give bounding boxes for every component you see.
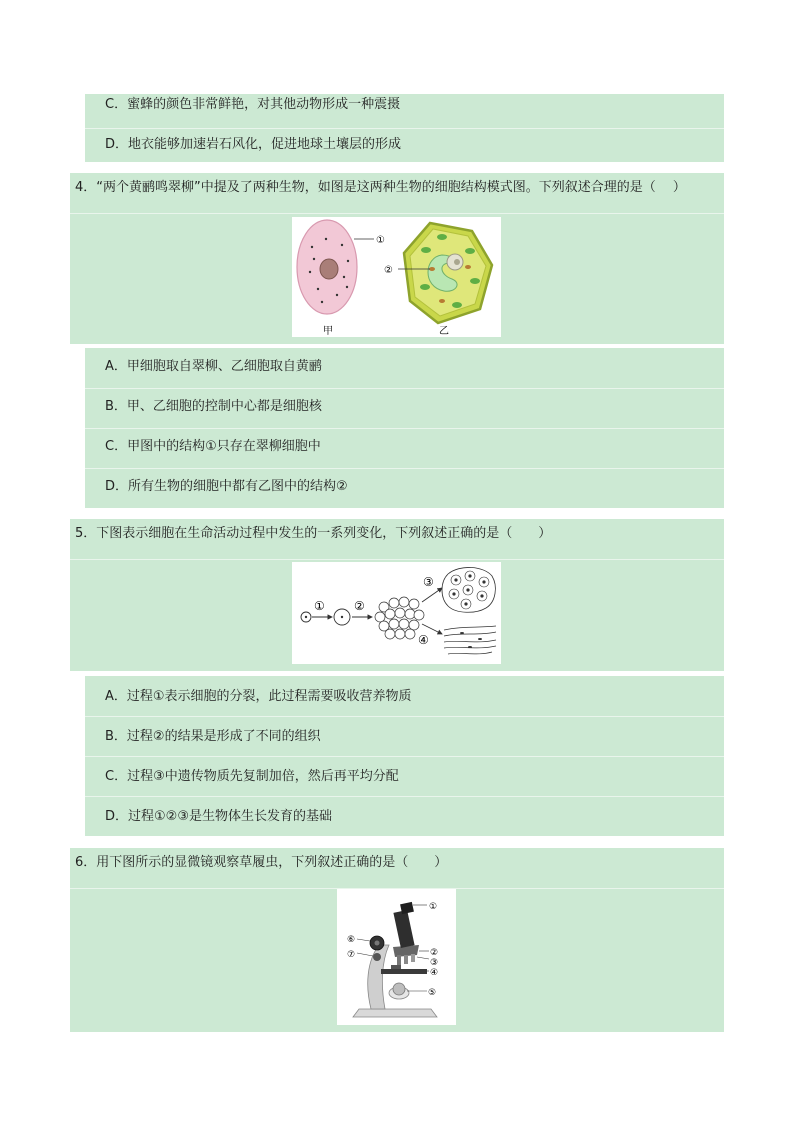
option-text: A．过程①表示细胞的分裂，此过程需要吸收营养物质 bbox=[105, 689, 412, 704]
q5-cell-process-figure bbox=[292, 562, 501, 664]
option-text: C．甲图中的结构①只存在翠柳细胞中 bbox=[105, 439, 321, 454]
q4-stem: 4．“两个黄鹂鸣翠柳”中提及了两种生物，如图是这两种生物的细胞结构模式图。下列叙述合理的是（ ） bbox=[75, 180, 686, 195]
q5-options-block bbox=[85, 676, 724, 836]
q6-question-block bbox=[70, 848, 724, 1032]
q5-option-d[interactable] bbox=[85, 796, 724, 836]
q6-mark-6: ⑥ bbox=[347, 935, 356, 945]
q5-option-a[interactable] bbox=[85, 676, 724, 717]
q6-stem: 6．用下图所示的显微镜观察草履虫，下列叙述正确的是（ ） bbox=[75, 855, 448, 870]
q6-mark-1: ① bbox=[429, 902, 438, 912]
option-text: C．过程③中遗传物质先复制加倍，然后再平均分配 bbox=[105, 769, 399, 784]
q4-cell-figure bbox=[292, 217, 501, 337]
option-text: C．蜜蜂的颜色非常鲜艳，对其他动物形成一种震摄 bbox=[105, 97, 401, 112]
option-text: D．过程①②③是生物体生长发育的基础 bbox=[105, 809, 332, 824]
q4-option-d[interactable] bbox=[85, 468, 724, 508]
q5-mark-2: ② bbox=[354, 599, 365, 613]
q5-stem: 5．下图表示细胞在生命活动过程中发生的一系列变化，下列叙述正确的是（ ） bbox=[75, 526, 552, 541]
q6-mark-3: ③ bbox=[430, 958, 439, 968]
q6-mark-7: ⑦ bbox=[347, 950, 356, 960]
option-text: A．甲细胞取自翠柳、乙细胞取自黄鹂 bbox=[105, 359, 322, 374]
q4-label-animal: 甲 bbox=[323, 326, 333, 337]
q4-options-block bbox=[85, 348, 724, 508]
q4-option-a[interactable] bbox=[85, 348, 724, 389]
q4-option-c[interactable] bbox=[85, 428, 724, 469]
option-text: B．甲、乙细胞的控制中心都是细胞核 bbox=[105, 399, 322, 414]
option-text: B．过程②的结果是形成了不同的组织 bbox=[105, 729, 321, 744]
q4-mark-1: ① bbox=[376, 235, 385, 246]
q3-option-d[interactable] bbox=[85, 128, 724, 162]
q4-question-block bbox=[70, 173, 724, 344]
q5-question-block bbox=[70, 519, 724, 671]
q6-mark-4: ④ bbox=[430, 968, 439, 978]
q4-label-plant: 乙 bbox=[439, 326, 449, 337]
q6-microscope-figure bbox=[337, 889, 456, 1025]
q5-mark-4: ④ bbox=[418, 633, 429, 647]
q5-option-c[interactable] bbox=[85, 756, 724, 797]
q6-mark-2: ② bbox=[430, 948, 439, 958]
q5-option-b[interactable] bbox=[85, 716, 724, 757]
q5-mark-3: ③ bbox=[423, 575, 434, 589]
option-text: D．地衣能够加速岩石风化，促进地球土壤层的形成 bbox=[105, 137, 402, 152]
q3-option-c[interactable] bbox=[85, 94, 724, 129]
option-text: D．所有生物的细胞中都有乙图中的结构② bbox=[105, 479, 348, 494]
q3-options-block bbox=[85, 94, 724, 162]
q4-mark-2: ② bbox=[384, 265, 393, 276]
q5-mark-1: ① bbox=[314, 599, 325, 613]
q4-option-b[interactable] bbox=[85, 388, 724, 429]
q6-mark-5: ⑤ bbox=[428, 988, 437, 998]
